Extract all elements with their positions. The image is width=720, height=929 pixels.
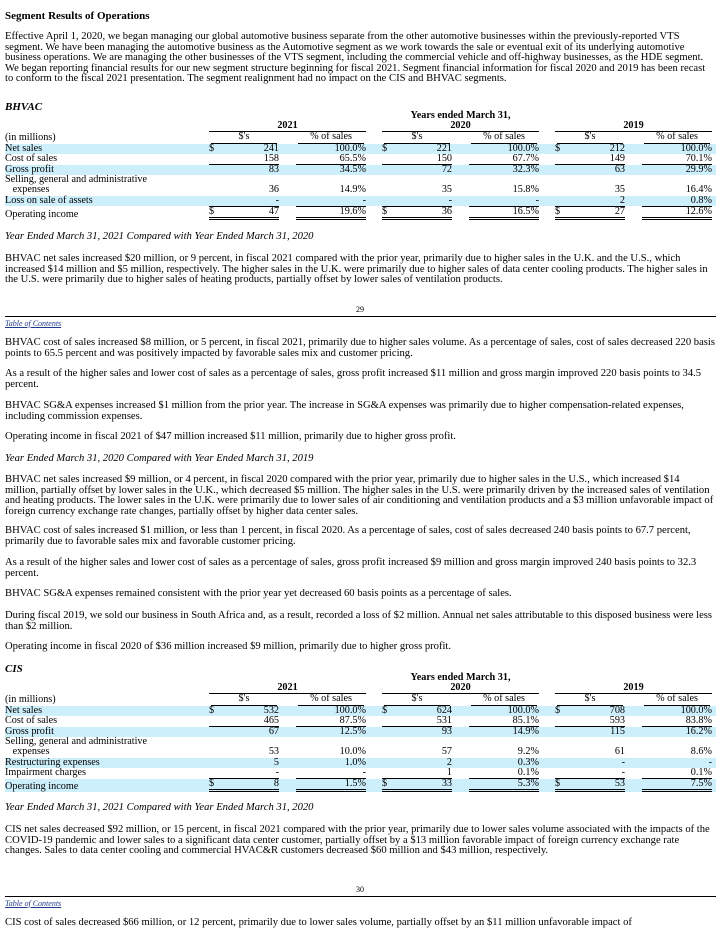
value-cell: 115 [571, 727, 625, 738]
value-cell: 67 [225, 727, 279, 738]
pct-cell: 0.3% [469, 758, 539, 768]
pct-cell: 16.5% [469, 206, 539, 220]
page-divider [5, 896, 716, 897]
row-label: Cost of sales [5, 153, 58, 165]
dollar-sign: $ [209, 706, 225, 716]
row-label: expenses [5, 746, 50, 758]
dollar-sign: $ [382, 144, 398, 154]
value-cell: - [225, 196, 279, 207]
year-header-2020: 2020 [382, 683, 539, 694]
row-label: Operating income [5, 779, 209, 793]
value-cell: 465 [263, 714, 279, 726]
value-cell: - [571, 758, 625, 768]
dollar-sign [209, 196, 225, 207]
pct-cell: 14.9% [469, 727, 539, 738]
pct-col-header: % of sales [469, 132, 539, 144]
value-cell: 83 [225, 165, 279, 176]
bhvac-results-table [5, 111, 716, 220]
pct-cell: 0.1% [517, 766, 539, 778]
row-label: Gross profit [5, 165, 209, 176]
dollar-sign: $ [382, 779, 398, 793]
years-ended-header: Years ended March 31, [410, 672, 511, 683]
dollars-col-header: $'s [555, 132, 625, 144]
pct-cell: 9.2% [517, 746, 539, 758]
value-cell: 72 [398, 165, 452, 176]
pct-cell: 10.0% [339, 746, 366, 758]
table-of-contents-link[interactable]: Table of Contents [5, 899, 62, 908]
value-cell: 624 [398, 706, 452, 716]
bhvac-2020-gross-profit-paragraph: As a result of the higher sales and lower cost of sales as a percentage of sales, gross profit increased $9 million and gross margin improved 240 basis points to 32.3 percent. [5, 557, 697, 579]
value-cell: 5 [225, 758, 279, 768]
dollar-sign: $ [382, 706, 398, 716]
pct-cell: 8.6% [690, 746, 713, 758]
dollar-sign: $ [555, 144, 571, 154]
dollar-sign: $ [382, 206, 398, 220]
page-divider [5, 316, 716, 317]
pct-cell: 87.5% [339, 714, 366, 726]
dollar-sign: $ [209, 206, 225, 220]
dollar-sign [209, 716, 225, 727]
value-cell: 158 [263, 152, 279, 164]
pct-cell: 0.8% [642, 196, 712, 207]
bhvac-2020-cost-paragraph: BHVAC cost of sales increased $1 million, or less than 1 percent, in fiscal 2020. As a percentage of sales, cost of sales decreased 240 basis points to 67.7 percent, primarily due to favorable sales mix and favorable customer pricing. [5, 525, 691, 547]
pct-col-header: % of sales [469, 694, 539, 706]
pct-cell: 19.6% [296, 206, 366, 220]
row-label: Selling, general and administrative [5, 736, 148, 748]
value-cell: - [398, 196, 452, 207]
value-cell: 150 [436, 152, 452, 164]
year-header-2019: 2019 [555, 121, 712, 132]
dollar-sign [555, 727, 571, 738]
pct-cell: 83.8% [685, 714, 713, 726]
value-cell: 61 [614, 746, 625, 758]
row-label: Operating income [5, 208, 79, 220]
value-cell: 708 [571, 706, 625, 716]
section-heading: Segment Results of Operations [5, 10, 150, 22]
value-cell: 63 [571, 165, 625, 176]
pct-cell: 100.0% [296, 706, 366, 716]
pct-cell: 15.8% [512, 184, 539, 196]
row-label: Cost of sales [5, 715, 58, 727]
pct-cell: 14.9% [339, 184, 366, 196]
dollar-sign [382, 727, 398, 738]
bhvac-subheading-2021: Year Ended March 31, 2021 Compared with Year Ended March 31, 2020 [5, 231, 314, 242]
pct-cell: - [362, 766, 366, 778]
dollar-sign [382, 196, 398, 207]
value-cell: 221 [398, 144, 452, 154]
pct-cell: 12.6% [642, 206, 712, 220]
year-header-2020: 2020 [382, 121, 539, 132]
dollars-col-header: $'s [382, 694, 452, 706]
dollar-sign [555, 716, 571, 727]
dollar-sign [209, 165, 225, 176]
pct-col-header: % of sales [642, 694, 712, 706]
pct-cell: 85.1% [512, 714, 539, 726]
year-header-2021: 2021 [209, 121, 366, 132]
dollar-sign [555, 768, 571, 779]
dollar-sign [209, 727, 225, 738]
bhvac-cost-paragraph: BHVAC cost of sales increased $8 million, or 5 percent, in fiscal 2021, primarily due to higher sales volume. As a percentage of sales, cost of sales decreased 220 basis points to 65.5 percent and was positively impacted by favorable sales mix and customer pricing. [5, 337, 715, 359]
bhvac-2020-net-sales-paragraph: BHVAC net sales increased $9 million, or 4 percent, in fiscal 2020 compared with the prior year, primarily due to higher sales in the U.S., which increased $14 million, partially offset by lower sales in the U.K., which decreased $5 million. The higher sales in the U.S. were primarily driven by the increased sales of ventilation and heating products. The lower sales in the U.K. were primarily due to lower sales of air conditioning and ventilation products and a $3 million unfavorable impact of foreign currency exchange rate changes, partially offset by higher data center sales. [5, 474, 714, 517]
dollar-sign [555, 165, 571, 176]
pct-cell: 16.4% [685, 184, 713, 196]
value-cell: 57 [441, 746, 452, 758]
pct-cell: - [642, 758, 712, 768]
pct-cell: 12.5% [296, 727, 366, 738]
bhvac-title: BHVAC [5, 101, 43, 113]
pct-cell: 1.5% [296, 779, 366, 793]
bhvac-operating-income-paragraph: Operating income in fiscal 2021 of $47 million increased $11 million, primarily due to higher gross profit. [5, 431, 456, 442]
pct-cell: 100.0% [469, 706, 539, 716]
value-cell: 149 [609, 152, 625, 164]
value-cell: 35 [614, 184, 625, 196]
dollar-sign: $ [555, 779, 571, 793]
bhvac-net-sales-paragraph: BHVAC net sales increased $20 million, or 9 percent, in fiscal 2021 compared with the prior year, primarily due to higher sales in the U.K. and the U.S., which increased $14 million and $5 million, respectively. The higher sales in the U.K. were primarily due to higher sales of data center cooling products. The higher sales in the U.S. were primarily due to higher sales of heating products, partially offset by lower sales of ventilation products. [5, 253, 708, 286]
value-cell: 212 [571, 144, 625, 154]
row-label: expenses [5, 184, 50, 196]
pct-cell: 100.0% [469, 144, 539, 154]
bhvac-sga-paragraph: BHVAC SG&A expenses increased $1 million from the prior year. The increase in SG&A expenses was primarily due to higher compensation-related expenses, including commission expenses. [5, 400, 684, 422]
pct-cell: 5.3% [469, 779, 539, 793]
dollar-sign [555, 154, 571, 165]
dollar-sign [382, 768, 398, 779]
cis-subheading-2021: Year Ended March 31, 2021 Compared with Year Ended March 31, 2020 [5, 802, 314, 813]
bhvac-2020-operating-income-paragraph: Operating income in fiscal 2020 of $36 million increased $9 million, primarily due to higher gross profit. [5, 641, 452, 652]
pct-cell: 29.9% [642, 165, 712, 176]
value-cell: 593 [609, 714, 625, 726]
value-cell: 93 [398, 727, 452, 738]
pct-cell: 1.0% [296, 758, 366, 768]
bhvac-subheading-2020: Year Ended March 31, 2020 Compared with Year Ended March 31, 2019 [5, 453, 314, 464]
pct-cell: 100.0% [642, 144, 712, 154]
dollar-sign [382, 716, 398, 727]
dollar-sign: $ [555, 706, 571, 716]
value-cell: 2 [398, 758, 452, 768]
pct-cell: 32.3% [469, 165, 539, 176]
dollar-sign: $ [209, 779, 225, 793]
table-of-contents-link[interactable]: Table of Contents [5, 319, 62, 328]
dollars-col-header: $'s [209, 694, 279, 706]
pct-cell: 70.1% [685, 152, 713, 164]
page-number: 29 [356, 305, 364, 314]
intro-paragraph: Effective April 1, 2020, we began managing our global automotive business separate from the other automotive businesses within the previously-reported VTS segment. We have been managing the automotive business as the Automotive segment as we work towards the sale or eventual exit of its underlying automotive business operations. We are managing the other businesses of the VTS segment, including the commercial vehicle and off-highway businesses, as the HDE segment. We began reporting financial results for our new segment structure beginning for fiscal 2021. Segment financial information for fiscal 2020 and 2019 has been recast to conform to the fiscal 2021 presentation. The segment realignment had no impact on the CIS and BHVAC segments. [5, 31, 706, 85]
dollars-col-header: $'s [209, 132, 279, 144]
bhvac-gross-profit-paragraph: As a result of the higher sales and lower cost of sales as a percentage of sales, gross profit increased $11 million and gross margin improved 220 basis points to 34.5 percent. [5, 368, 702, 390]
value-cell: - [621, 766, 625, 778]
value-cell: 532 [225, 706, 279, 716]
pct-cell: 67.7% [512, 152, 539, 164]
pct-col-header: % of sales [296, 132, 366, 144]
value-cell: 33 [398, 779, 452, 793]
pct-cell: 100.0% [296, 144, 366, 154]
bhvac-2020-sga-paragraph: BHVAC SG&A expenses remained consistent with the prior year yet decreased 60 basis points as a percentage of sales. [5, 588, 512, 599]
year-header-2021: 2021 [209, 683, 366, 694]
row-label: Selling, general and administrative [5, 174, 148, 186]
row-label: Gross profit [5, 727, 209, 738]
pct-cell: 34.5% [296, 165, 366, 176]
units-label: (in millions) [5, 694, 56, 706]
cis-cost-paragraph: CIS cost of sales decreased $66 million, or 12 percent, primarily due to lower sales volume, partially offset by an $11 million unfavorable impact of [5, 917, 632, 928]
pct-col-header: % of sales [642, 132, 712, 144]
row-label: Loss on sale of assets [5, 196, 209, 207]
years-ended-header: Years ended March 31, [410, 110, 511, 121]
page-number: 30 [356, 885, 364, 894]
cis-results-table [5, 673, 716, 792]
cis-title: CIS [5, 663, 23, 675]
dollars-col-header: $'s [555, 694, 625, 706]
value-cell: 53 [268, 746, 279, 758]
value-cell: 27 [571, 206, 625, 220]
pct-cell: 16.2% [642, 727, 712, 738]
value-cell: 1 [446, 766, 452, 778]
dollar-sign: $ [209, 144, 225, 154]
value-cell: 35 [441, 184, 452, 196]
dollar-sign [209, 154, 225, 165]
row-label: Net sales [5, 144, 209, 154]
cis-net-sales-paragraph: CIS net sales decreased $92 million, or 15 percent, in fiscal 2021 compared with the prior year, primarily due to lower sales volume associated with the impacts of the COVID-19 pandemic and lower sales to a significant data center customer, partially offset by a $13 million favorable impact of foreign currency exchange rate changes. Sales to data center cooling and commercial HVAC&R customers decreased $60 million and $43 million, respectively. [5, 824, 710, 857]
pct-cell: 0.1% [690, 766, 713, 778]
pct-cell: - [296, 196, 366, 207]
dollar-sign: $ [555, 206, 571, 220]
row-label: Impairment charges [5, 767, 86, 779]
pct-cell: 65.5% [339, 152, 366, 164]
dollars-col-header: $'s [382, 132, 452, 144]
dollar-sign [382, 154, 398, 165]
units-label: (in millions) [5, 132, 56, 144]
value-cell: 53 [571, 779, 625, 793]
year-header-2019: 2019 [555, 683, 712, 694]
value-cell: 241 [225, 144, 279, 154]
value-cell: 36 [398, 206, 452, 220]
dollar-sign [209, 768, 225, 779]
value-cell: - [275, 766, 279, 778]
pct-col-header: % of sales [296, 694, 366, 706]
row-label: Net sales [5, 706, 209, 716]
value-cell: 531 [436, 714, 452, 726]
pct-cell: - [469, 196, 539, 207]
value-cell: 2 [571, 196, 625, 207]
value-cell: 8 [225, 779, 279, 793]
bhvac-2019-disposal-paragraph: During fiscal 2019, we sold our business in South Africa and, as a result, recorded a loss of $2 million. Annual net sales attributable to this disposed business were less than $2 million. [5, 610, 713, 632]
pct-cell: 100.0% [642, 706, 712, 716]
row-label: Restructuring expenses [5, 758, 209, 768]
dollar-sign [555, 196, 571, 207]
dollar-sign [382, 165, 398, 176]
value-cell: 36 [268, 184, 279, 196]
value-cell: 47 [225, 206, 279, 220]
pct-cell: 7.5% [642, 779, 712, 793]
